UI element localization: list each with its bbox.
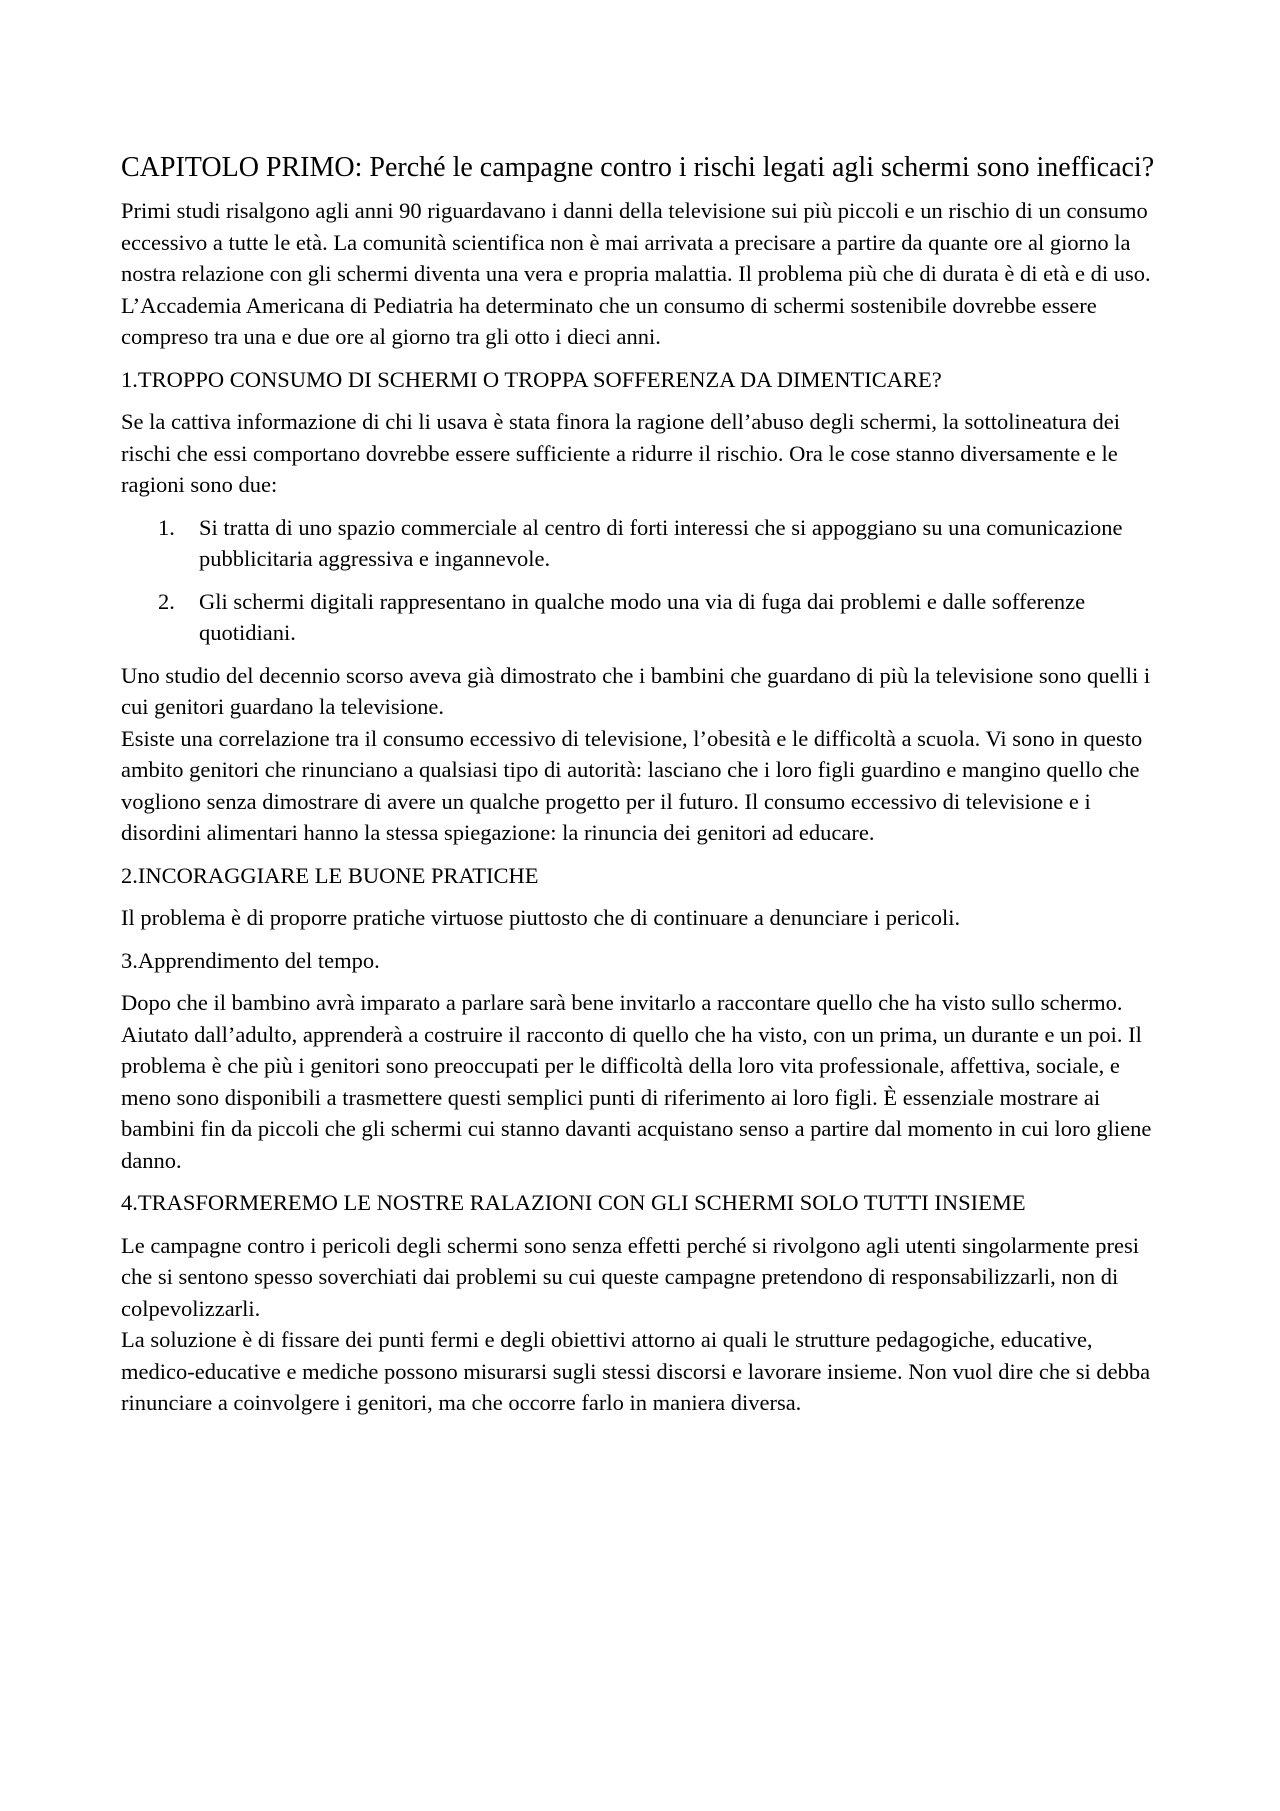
list-item-number: 1. (158, 514, 175, 540)
reasons-list (121, 512, 1166, 649)
section-1-paragraph: Se la cattiva informazione di chi li usava è stata finora la ragione dell’abuso degli schermi, la sottolineatura dei rischi che essi comportano dovrebbe essere sufficiente a ridurre il rischio. Ora le cose stanno diversamente e le ragioni sono due: (121, 409, 1121, 497)
section-4-paragraph (121, 1230, 1166, 1419)
intro-paragraph: Primi studi risalgono agli anni 90 riguardavano i danni della televisione sui più piccoli e un rischio di un consumo eccessivo a tutte le età. La comunità scientifica non è mai arrivata a precisare a partire da quante ore al giorno la nostra relazione con gli schermi diventa una vera e propria malattia. Il problema più che di durata è di età e di uso. L’Accademia Americana di Pediatria ha determinato che un consumo di schermi sostenibile dovrebbe essere compreso tra una e due ore al giorno tra gli otto i dieci anni. (121, 198, 1151, 349)
section-1-study-line: Uno studio del decennio scorso aveva già dimostrato che i bambini che guardano di più la televisione sono quelli i cui genitori guardano la televisione. (121, 662, 1151, 719)
section-3-paragraph: Dopo che il bambino avrà imparato a parlare sarà bene invitarlo a raccontare quello che ha visto sullo schermo. Aiutato dall’adulto, apprenderà a costruire il racconto di quello che ha visto, con un prima, un durante e un poi. Il problema è che più i genitori sono preoccupati per le difficoltà della loro vita professionale, affettiva, sociale, e meno sono disponibili a trasmettere questi semplici punti di riferimento ai loro figli. È essenziale mostrare ai bambini fin da piccoli che gli schermi cui stanno davanti acquistano senso a partire dal momento in cui loro gliene danno. (121, 990, 1152, 1173)
section-3-heading: 3.Apprendimento del tempo. (121, 947, 380, 973)
list-item (121, 586, 1166, 649)
section-4-heading: 4.TRASFORMEREMO LE NOSTRE RALAZIONI CON GLI SCHERMI SOLO TUTTI INSIEME (121, 1190, 1026, 1215)
list-item-text: Gli schermi digitali rappresentano in qualche modo una via di fuga dai problemi e dalle sofferenze quotidiani. (199, 588, 1086, 645)
section-1-heading: 1.TROPPO CONSUMO DI SCHERMI O TROPPA SOFFERENZA DA DIMENTICARE? (121, 366, 942, 392)
section-2-paragraph: Il problema è di proporre pratiche virtuose piuttosto che di continuare a denunciare i pericoli. (121, 905, 961, 930)
section-4-solution-text: La soluzione è di fissare dei punti fermi e degli obiettivi attorno ai quali le strutture pedagogiche, educative, medico-educative e mediche possono misurarsi sugli stessi discorsi e lavorare insieme. Non vuol dire che si debba rinunciare a coinvolgere i genitori, ma che occorre farlo in maniera diversa. (121, 1327, 1151, 1415)
section-1-correlation-text: Esiste una correlazione tra il consumo eccessivo di televisione, l’obesità e le difficoltà a scuola. Vi sono in questo ambito genitori che rinunciano a qualsiasi tipo di autorità: lasciano che i loro figli guardino e mangino quello che vogliono senza dimostrare di avere un qualche progetto per il futuro. Il consumo eccessivo di televisione e i disordini alimentari hanno la stessa spiegazione: la rinuncia dei genitori ad educare. (121, 725, 1143, 845)
document-body (121, 150, 1166, 1430)
list-item-text: Si tratta di uno spazio commerciale al centro di forti interessi che si appoggiano su una comunicazione pubblicitaria aggressiva e ingannevole. (199, 514, 1123, 571)
section-1-study-paragraph (121, 660, 1166, 849)
list-item (121, 512, 1166, 575)
section-4-campaigns-text: Le campagne contro i pericoli degli schermi sono senza effetti perché si rivolgono agli utenti singolarmente presi che si sentono spesso soverchiati dai problemi su cui queste campagne pretendono di responsabilizzarli, non di colpevolizzarli. (121, 1232, 1140, 1321)
chapter-title: CAPITOLO PRIMO: Perché le campagne contro i rischi legati agli schermi sono inefficaci? (121, 152, 1155, 183)
section-2-heading: 2.INCORAGGIARE LE BUONE PRATICHE (121, 862, 539, 888)
list-item-number: 2. (158, 588, 175, 614)
